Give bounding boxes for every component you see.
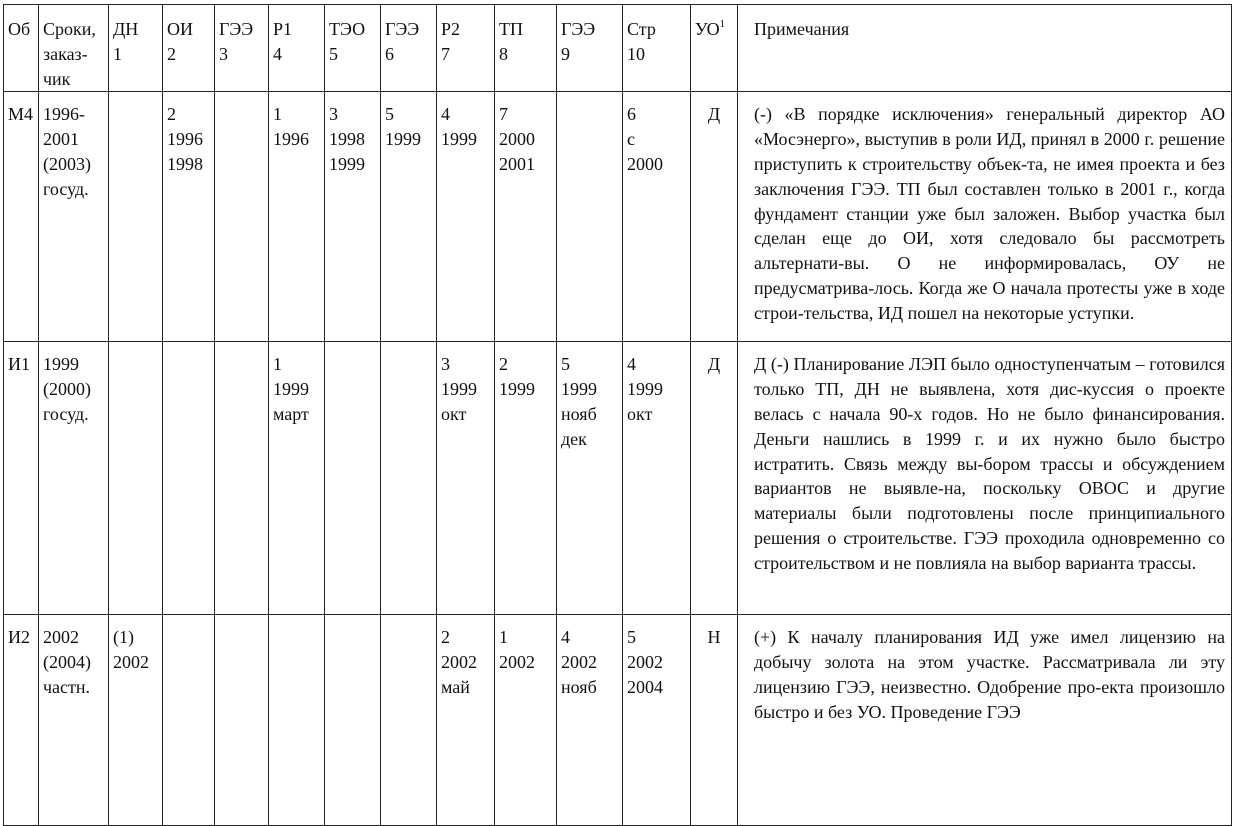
header-gee6: ГЭЭ 6 — [381, 5, 437, 92]
cell-ob: И1 — [4, 342, 39, 615]
header-uo — [691, 5, 738, 92]
cell-r2: 3 1999 окт — [437, 342, 495, 615]
cell-uo: Д — [691, 92, 738, 342]
header-gee9: ГЭЭ 9 — [557, 5, 623, 92]
cell-gee9 — [557, 92, 623, 342]
header-notes: Примечания — [738, 5, 1232, 92]
cell-tp: 2 1999 — [495, 342, 557, 615]
cell-oi — [163, 615, 215, 826]
cell-dn — [109, 92, 163, 342]
cell-gee3 — [215, 342, 269, 615]
header-gee3: ГЭЭ 3 — [215, 5, 269, 92]
cell-r1: 1 1999 март — [269, 342, 325, 615]
cell-dn: (1) 2002 — [109, 615, 163, 826]
cell-dates: 1996- 2001 (2003) госуд. — [39, 92, 109, 342]
cell-r1 — [269, 615, 325, 826]
header-uo-label: УО — [694, 19, 720, 39]
table-row-i1 — [4, 342, 1232, 615]
cell-oi: 2 1996 1998 — [163, 92, 215, 342]
cell-str: 4 1999 окт — [623, 342, 691, 615]
cell-dates: 1999 (2000) госуд. — [39, 342, 109, 615]
cell-uo: Н — [691, 615, 738, 826]
cell-str: 5 2002 2004 — [623, 615, 691, 826]
header-tp: ТП 8 — [495, 5, 557, 92]
cell-str: 6 с 2000 — [623, 92, 691, 342]
cell-teo — [325, 342, 381, 615]
cell-gee6: 5 1999 — [381, 92, 437, 342]
cell-oi — [163, 342, 215, 615]
cell-notes: (-) «В порядке исключения» генеральный директор АО «Мосэнерго», выступив в роли ИД, принял в 2000 г. решение приступить к строительству объек-та, не имея проекта и без заключения ГЭЭ. ТП был составлен только в 2001 г., когда фундамент станции уже был заложен. Выбор участка был сделан еще до ОИ, хотя следовало бы рассмотреть альтернати-вы. О не информировалась, ОУ не предусматрива-лось. Когда же О начала протесты уже в ходе строи-тельства, ИД пошел на некоторые уступки. — [738, 92, 1232, 342]
cell-dn — [109, 342, 163, 615]
header-teo: ТЭО 5 — [325, 5, 381, 92]
header-r2: Р2 7 — [437, 5, 495, 92]
cell-notes: Д (-) Планирование ЛЭП было одноступенчатым – готовился только ТП, ДН не выявлена, хотя дис-куссия о проекте велась с начала 90-х годов. Но не было финансирования. Деньги нашлись в 1999 г. и их нужно было быстро истратить. Связь между вы-бором трассы и обсуждением вариантов не выявле-на, поскольку ОВОС и другие материалы были подготовлены после принципиального решения о строительстве. ГЭЭ проходила одновременно со строительством и не повлияла на выбор варианта трассы. — [738, 342, 1232, 615]
header-dates: Сроки, заказ- чик — [39, 5, 109, 92]
cell-r2: 2 2002 май — [437, 615, 495, 826]
cell-gee3 — [215, 92, 269, 342]
header-oi: ОИ 2 — [163, 5, 215, 92]
cell-gee3 — [215, 615, 269, 826]
cell-notes: (+) К началу планирования ИД уже имел лицензию на добычу золота на этом участке. Рассматривала ли эту лицензию ГЭЭ, неизвестно. Одобрение про-екта произошло быстро и без УО. Проведение ГЭЭ — [738, 615, 1232, 826]
header-str: Стр 10 — [623, 5, 691, 92]
cell-gee9: 4 2002 нояб — [557, 615, 623, 826]
table-row-i2 — [4, 615, 1232, 826]
cell-dates: 2002 (2004) частн. — [39, 615, 109, 826]
cell-r1: 1 1996 — [269, 92, 325, 342]
cell-gee6 — [381, 615, 437, 826]
header-r1: Р1 4 — [269, 5, 325, 92]
cell-ob: М4 — [4, 92, 39, 342]
header-uo-footnote: 1 — [719, 18, 726, 30]
cell-tp: 7 2000 2001 — [495, 92, 557, 342]
cell-tp: 1 2002 — [495, 615, 557, 826]
cell-teo — [325, 615, 381, 826]
cell-uo: Д — [691, 342, 738, 615]
table-row-m4 — [4, 92, 1232, 342]
comparison-table — [3, 4, 1232, 826]
cell-gee9: 5 1999 нояб дек — [557, 342, 623, 615]
cell-gee6 — [381, 342, 437, 615]
cell-r2: 4 1999 — [437, 92, 495, 342]
header-ob: Об — [4, 5, 39, 92]
header-dn: ДН 1 — [109, 5, 163, 92]
cell-teo: 3 1998 1999 — [325, 92, 381, 342]
header-row — [4, 5, 1232, 92]
cell-ob: И2 — [4, 615, 39, 826]
